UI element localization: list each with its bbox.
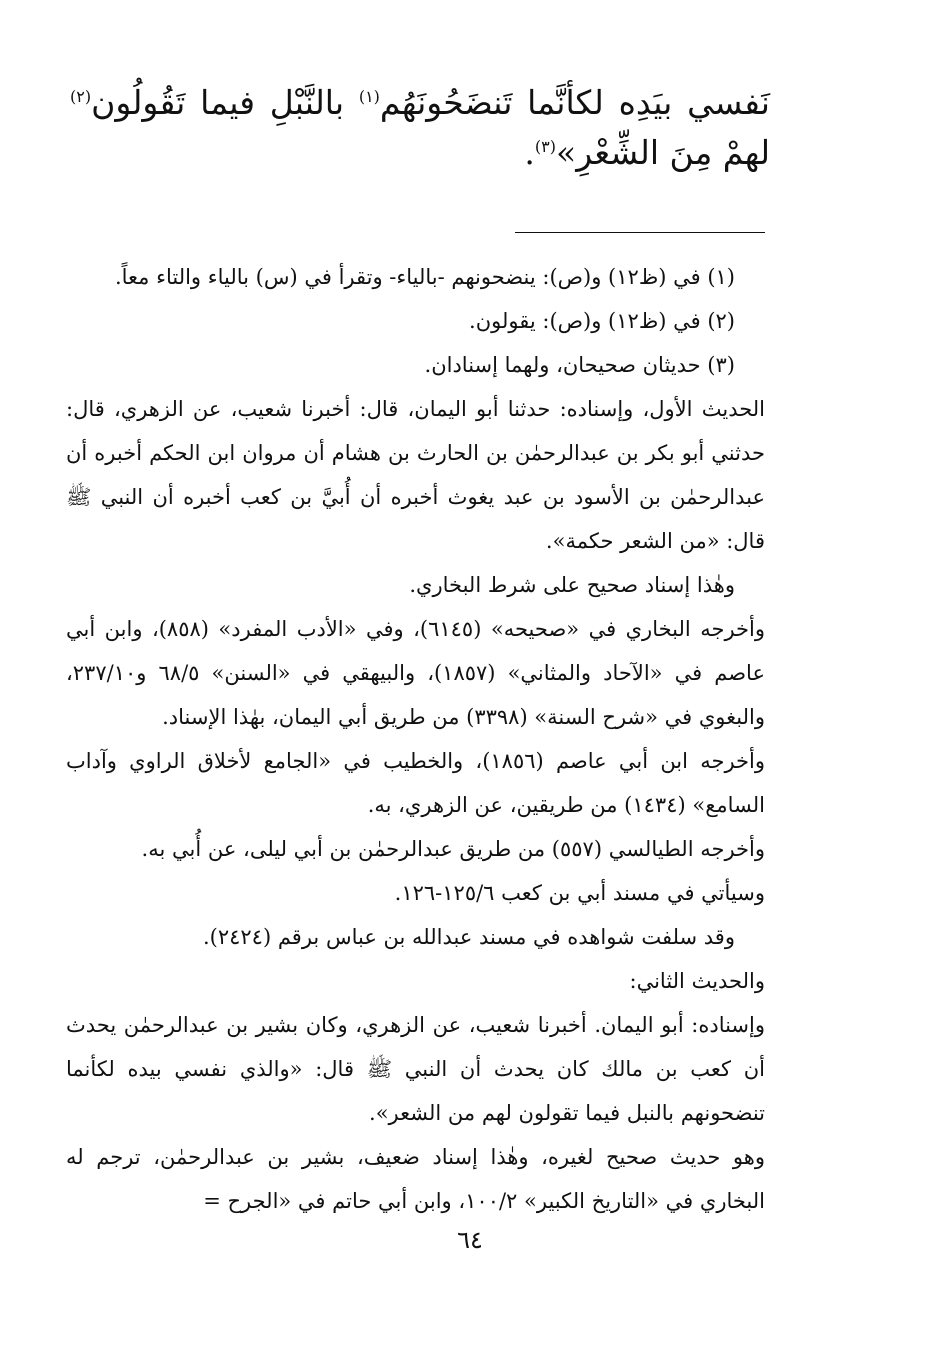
footnote-ref-1: (١) xyxy=(358,87,380,106)
commentary-paragraph: وهٰذا إسناد صحيح على شرط البخاري. xyxy=(409,573,735,597)
footnote-separator xyxy=(515,232,765,233)
commentary-paragraph: والحديث الثاني: xyxy=(629,969,765,993)
main-text-part-2: بالنَّبْلِ فيما تَقُولُون xyxy=(91,83,359,122)
main-text-end: . xyxy=(524,133,535,172)
page-number: ٦٤ xyxy=(457,1226,483,1254)
commentary-paragraph: وأخرجه ابن أبي عاصم (١٨٥٦)، والخطيب في «الجامع لأخلاق الراوي وآداب السامع» (١٤٣٤) من طريقين، عن الزهري، به. xyxy=(66,749,765,817)
commentary-paragraph: وإسناده: أبو اليمان. أخبرنا شعيب، عن الزهري، وكان بشير بن عبدالرحمٰن يحدث أن كعب بن مالك كان يحدث أن النبي ﷺ قال: «والذي نفسي بيده لكأنما تنضحونهم بالنبل فيما تقولون لهم من الشعر». xyxy=(66,1013,765,1125)
footnote-ref-2: (٢) xyxy=(70,87,92,106)
footnote-2: (٢) في (ظ١٢) و(ص): يقولون. xyxy=(469,309,735,333)
commentary-paragraph: الحديث الأول، وإسناده: حدثنا أبو اليمان، قال: أخبرنا شعيب، عن الزهري، قال: حدثني أبو بكر بن عبدالرحمٰن بن الحارث بن هشام أن مروان ابن الحكم أخبره أن عبدالرحمٰن بن الأسود بن عبد يغوث أخبره أن أُبيَّ بن كعب أخبره أن النبي ﷺ قال: «من الشعر حكمة». xyxy=(66,397,765,553)
commentary-paragraph: وأخرجه الطيالسي (٥٥٧) من طريق عبدالرحمٰن بن أبي ليلى، عن أُبي به. xyxy=(141,837,765,861)
footnote-1: (١) في (ظ١٢) و(ص): ينضحونهم -بالياء- وتقرأ في (س) بالياء والتاء معاً. xyxy=(114,265,735,289)
commentary-paragraph: وهو حديث صحيح لغيره، وهٰذا إسناد ضعيف، بشير بن عبدالرحمٰن، ترجم له البخاري في «التاريخ الكبير» ١٠٠/٢، وابن أبي حاتم في «الجرح = xyxy=(66,1145,765,1213)
commentary-paragraph: وقد سلفت شواهده في مسند عبدالله بن عباس برقم (٢٤٢٤). xyxy=(202,925,735,949)
footnote-ref-3: (٣) xyxy=(534,137,557,156)
footnotes-section xyxy=(66,255,765,1223)
main-text-part-3: لهمْ مِنَ الشِّعْرِ» xyxy=(556,133,770,172)
footnote-3: (٣) حديثان صحيحان، ولهما إسنادان. xyxy=(424,353,735,377)
main-text-continuation xyxy=(70,78,770,178)
commentary-paragraph: وسيأتي في مسند أبي بن كعب ١٢٥/٦-١٢٦. xyxy=(394,881,765,905)
commentary-paragraph: وأخرجه البخاري في «صحيحه» (٦١٤٥)، وفي «الأدب المفرد» (٨٥٨)، وابن أبي عاصم في «الآحاد والمثاني» (١٨٥٧)، والبيهقي في «السنن» ٦٨/٥ و٢٣٧/١٠، والبغوي في «شرح السنة» (٣٣٩٨) من طريق أبي اليمان، بهٰذا الإسناد. xyxy=(66,617,765,729)
main-text-part-1: نَفسي بيَدِه لكأنَّما تَنضَحُونَهُم xyxy=(379,83,770,122)
